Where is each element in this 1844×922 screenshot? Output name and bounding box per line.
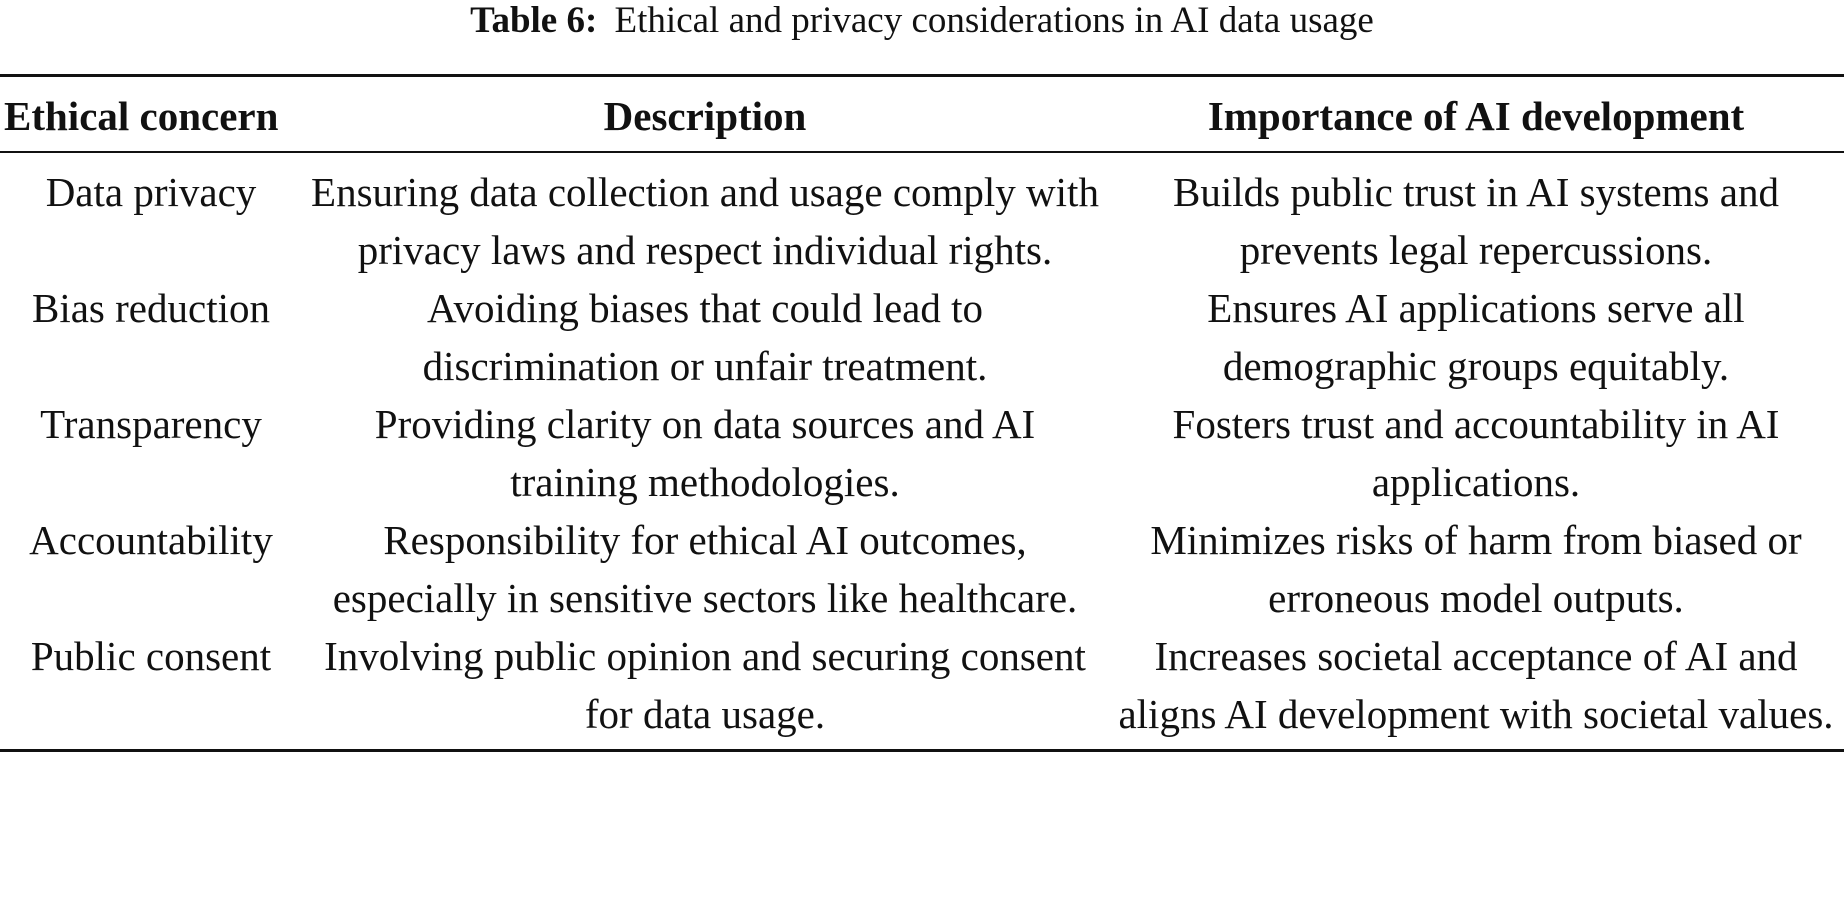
cell-description: Avoiding biases that could lead to discrimination or unfair treatment. [422, 285, 988, 389]
cell-description: Providing clarity on data sources and AI training methodologies. [374, 401, 1036, 505]
table-caption-text: Ethical and privacy considerations in AI data usage [614, 0, 1374, 41]
cell-importance: Ensures AI applications serve all demographic groups equitably. [1207, 285, 1745, 389]
header-description: Description [302, 76, 1108, 153]
table-caption-label: Table 6: [470, 0, 598, 41]
table-row [0, 395, 1844, 511]
ethics-table [0, 74, 1844, 752]
table-header-row [0, 76, 1844, 153]
cell-concern: Data privacy [45, 169, 257, 215]
cell-concern: Transparency [40, 401, 262, 447]
cell-importance: Increases societal acceptance of AI and aligns AI development with societal values. [1108, 627, 1844, 751]
table-row [0, 152, 1844, 279]
table-row [0, 279, 1844, 395]
cell-concern: Accountability [29, 517, 273, 563]
header-ethical-concern: Ethical concern [0, 76, 302, 153]
header-importance: Importance of AI development [1108, 76, 1844, 153]
cell-description: Ensuring data collection and usage comply with privacy laws and respect individual rights. [311, 169, 1099, 273]
cell-concern: Public consent [0, 627, 302, 751]
cell-description: Involving public opinion and securing consent for data usage. [302, 627, 1108, 751]
table-row [0, 511, 1844, 627]
cell-importance: Builds public trust in AI systems and prevents legal repercussions. [1173, 169, 1779, 273]
cell-importance: Minimizes risks of harm from biased or erroneous model outputs. [1150, 517, 1802, 621]
cell-description: Responsibility for ethical AI outcomes, especially in sensitive sectors like healthcare. [332, 517, 1078, 621]
cell-importance: Fosters trust and accountability in AI applications. [1172, 401, 1780, 505]
table-row [0, 627, 1844, 751]
cell-concern: Bias reduction [32, 285, 270, 331]
table-caption [0, 0, 1844, 42]
